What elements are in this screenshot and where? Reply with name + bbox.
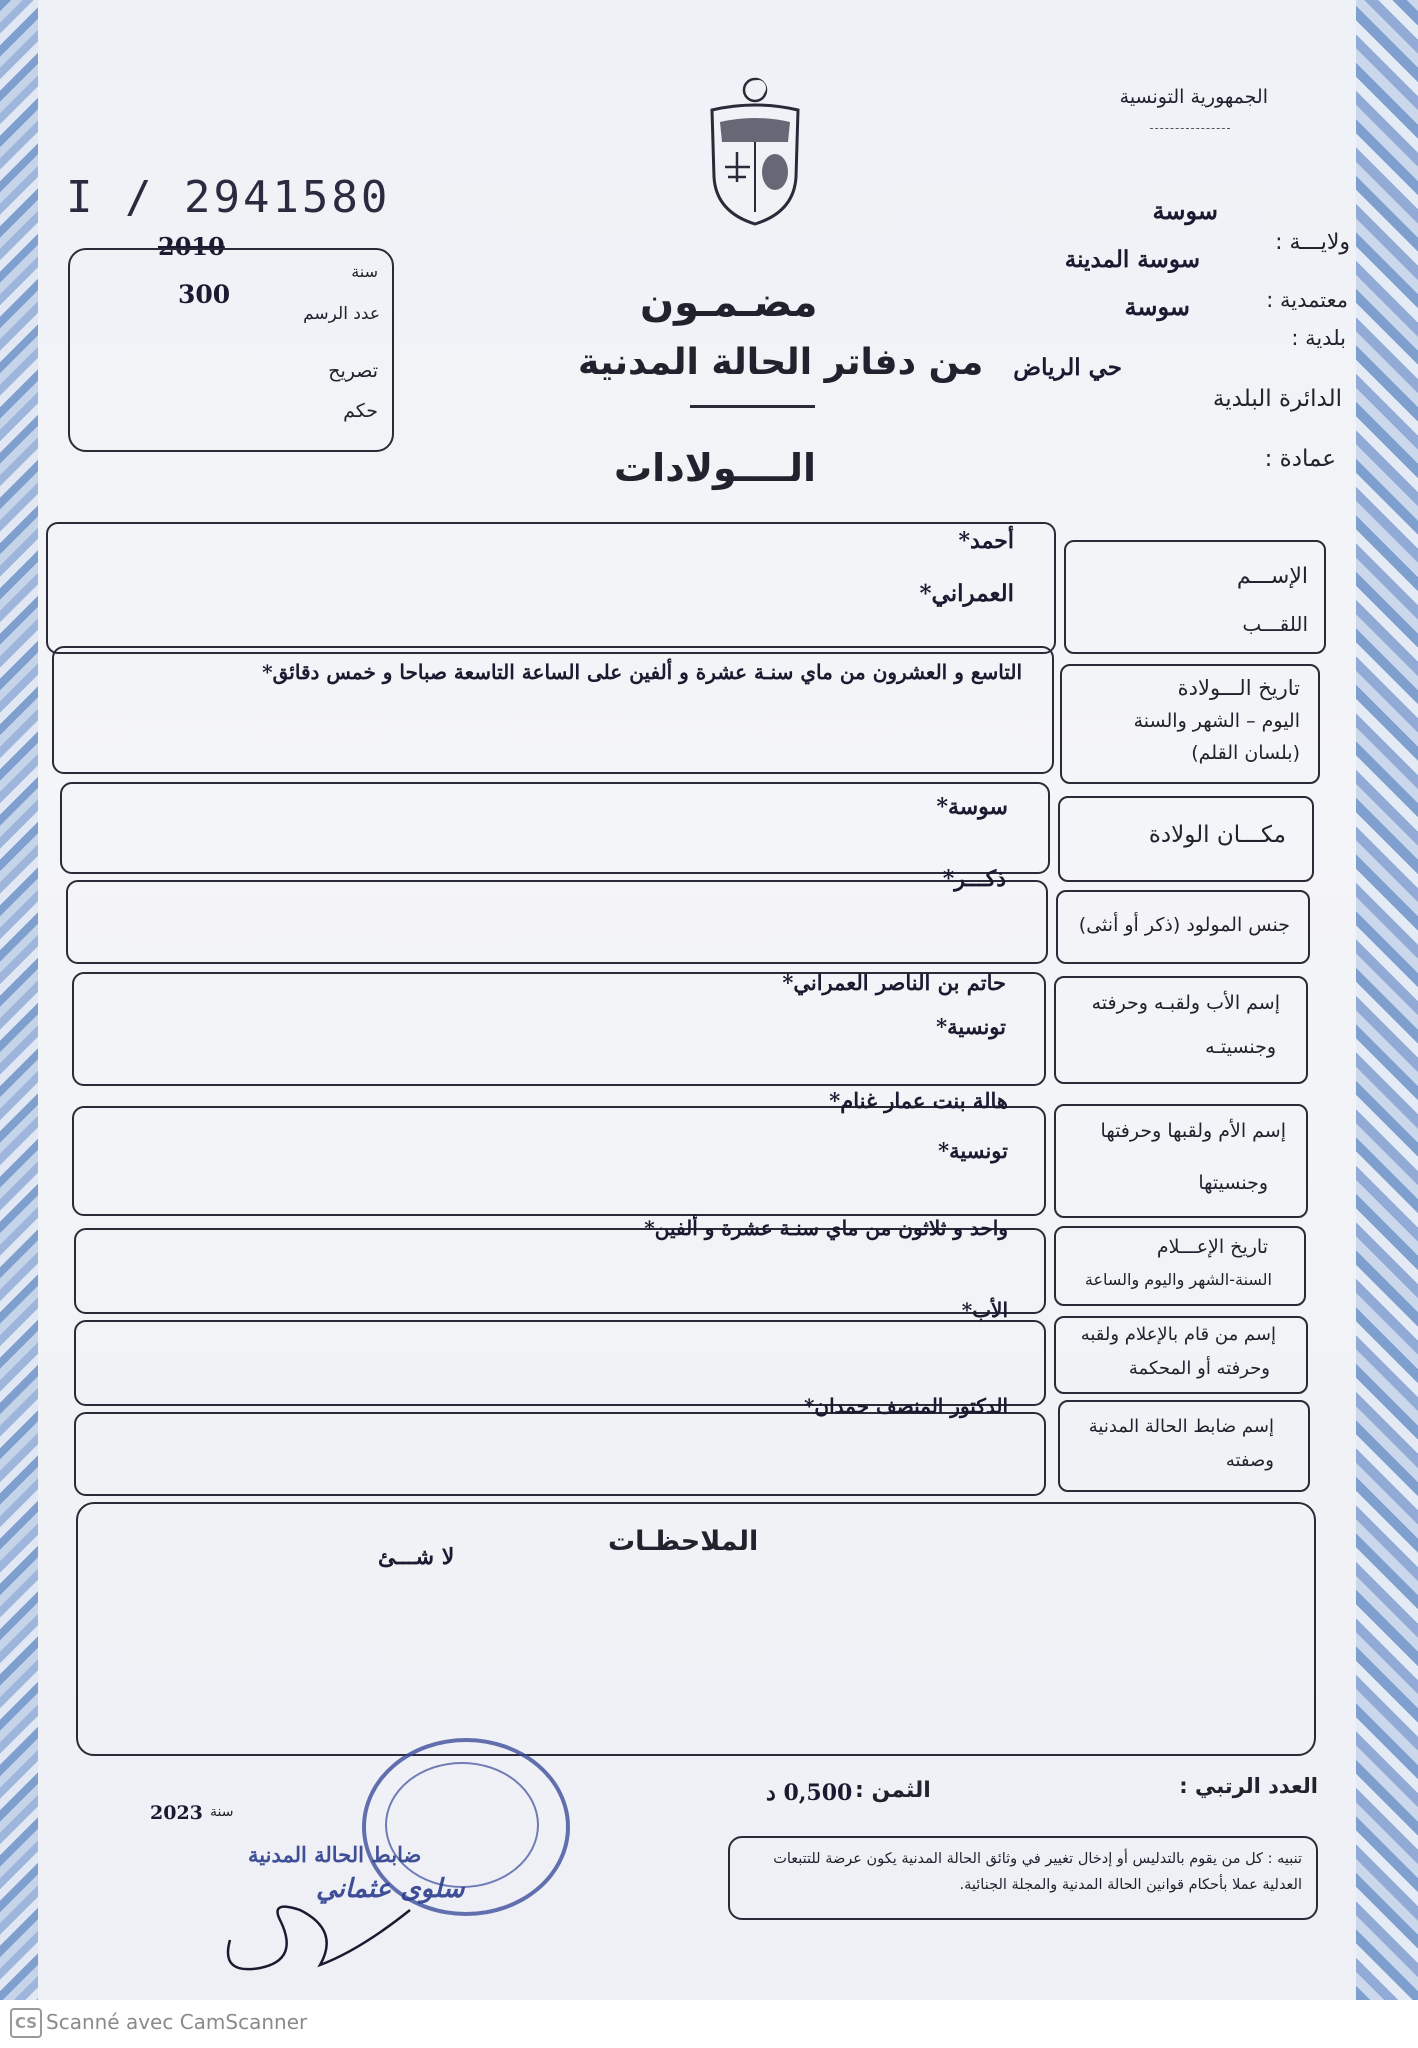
first-name-value: أحمد* <box>958 528 1014 554</box>
registry-declaration-label: تصريح <box>328 360 378 382</box>
handwritten-signature-icon <box>210 1880 430 1980</box>
mother-label-2: وجنسيتها <box>1198 1172 1268 1194</box>
legal-warning-text: تنبيه : كل من يقوم بالتدليس أو إدخال تغيير في وثائق الحالة المدنية يكون عرضة للتتبعات العدلية عملا بأحكام قوانين الحالة المدنية والمجلة الجنائية. <box>773 1851 1302 1893</box>
declarant-label-box <box>1054 1316 1308 1394</box>
declaration-date-label-box <box>1054 1226 1306 1306</box>
officer-label-box <box>1058 1400 1310 1492</box>
mootamadia-value: سوسة المدينة <box>1064 246 1200 273</box>
mother-name-value: هالة بنت عمار غنام* <box>829 1088 1008 1113</box>
father-name-value: حاتم بن الناصر العمراني* <box>782 970 1006 995</box>
declarant-value: الأب* <box>961 1298 1008 1322</box>
serial-number-label: العدد الرتبي : <box>1179 1774 1318 1798</box>
surname-value: العمراني* <box>919 580 1014 607</box>
camscanner-logo-icon: CS <box>10 2008 42 2038</box>
father-label-1: إسم الأب ولقبـه وحرفته <box>1091 992 1280 1014</box>
father-value-box <box>72 972 1046 1086</box>
legal-warning-box <box>728 1836 1318 1920</box>
declaration-date-value: واحد و ثلاثون من ماي سنـة عشرة و ألفين* <box>644 1216 1008 1240</box>
registry-year-label: سنة <box>351 262 378 281</box>
declarant-label-1: إسم من قام بالإعلام ولقبه <box>1080 1324 1276 1345</box>
mother-nationality-value: تونسية* <box>938 1138 1008 1163</box>
remarks-label: الملاحظـات <box>608 1526 759 1557</box>
declaration-date-value-box <box>74 1216 1046 1314</box>
republic-name: الجمهورية التونسية <box>1119 86 1268 108</box>
wilaya-value: سوسة <box>1152 196 1218 225</box>
security-border-left <box>0 0 38 2000</box>
price-label: الثمن : <box>855 1778 931 1803</box>
imada-label: عمادة : <box>1264 446 1336 472</box>
remarks-box <box>76 1502 1316 1756</box>
signature-name: سلوى عثماني <box>316 1874 465 1904</box>
camscanner-watermark-text: Scanné avec CamScanner <box>46 2010 308 2034</box>
birth-place-value-box <box>60 782 1050 874</box>
title-underline <box>690 405 815 408</box>
divider <box>1150 128 1230 129</box>
name-label-box <box>1064 540 1326 654</box>
officer-label-1: إسم ضابط الحالة المدنية <box>1088 1416 1274 1437</box>
sex-label: جنس المولود (ذكر أو أنثى) <box>1078 914 1290 936</box>
birth-date-label-2: اليوم – الشهر والسنة <box>1133 710 1300 732</box>
official-stamp-inner <box>385 1762 539 1888</box>
title-registers: من دفاتر الحالة المدنية <box>578 342 984 383</box>
sex-value: ذكـــر* <box>942 866 1006 892</box>
daira-value: حي الرياض <box>1013 354 1122 381</box>
serial-number: I / 2941580 <box>66 172 391 223</box>
registry-year-value: 2010 <box>158 232 225 261</box>
officer-value: الدكتور المنصف حمدان* <box>803 1394 1008 1418</box>
birth-place-label: مكـــان الولادة <box>1148 822 1286 848</box>
sex-value-box <box>66 866 1048 964</box>
first-name-label: الإســـم <box>1236 564 1308 589</box>
father-nationality-value: تونسية* <box>936 1014 1006 1039</box>
name-value-box <box>46 522 1056 654</box>
wilaya-label: ولايـــة : <box>1275 230 1350 255</box>
birth-place-label-box <box>1058 796 1314 882</box>
birth-date-value: التاسع و العشرون من ماي سنـة عشرة و ألفين على الساعة التاسعة صباحا و خمس دقائق* <box>262 660 1022 684</box>
baladia-label: بلدية : <box>1291 326 1346 350</box>
declarant-label-2: وحرفته أو المحكمة <box>1128 1358 1270 1379</box>
registry-act-label: عدد الرسم <box>303 304 380 324</box>
birth-date-label-3: (بلسان القلم) <box>1191 742 1300 764</box>
baladia-value: سوسة <box>1124 292 1190 321</box>
declaration-date-label-1: تاريخ الإعـــلام <box>1156 1236 1268 1258</box>
father-label-box <box>1054 976 1308 1084</box>
mootamadia-label: معتمدية : <box>1266 288 1348 312</box>
price-value: 0,500 د <box>766 1780 853 1806</box>
sex-label-box <box>1056 890 1310 964</box>
mother-value-box <box>72 1088 1046 1216</box>
registry-judgment-label: حكم <box>343 400 378 422</box>
daira-label: الدائرة البلدية <box>1212 386 1342 412</box>
signature-title: ضابط الحالة المدنية <box>248 1842 422 1867</box>
surname-label: اللقـــب <box>1242 612 1308 636</box>
father-label-2: وجنسيتـه <box>1205 1036 1276 1058</box>
birth-date-value-box <box>52 646 1054 774</box>
birth-date-label-box <box>1060 664 1320 784</box>
title-summary: مضـمـون <box>640 280 818 326</box>
registry-box <box>68 248 394 452</box>
birth-place-value: سوسة* <box>936 794 1008 820</box>
remarks-value: لا شـــئ <box>378 1544 455 1570</box>
footer-year-value: 2023 <box>150 1802 203 1824</box>
declaration-date-label-2: السنة-الشهر واليوم والساعة <box>1084 1270 1272 1289</box>
coat-of-arms-icon <box>700 72 810 232</box>
registry-act-number: 300 <box>178 280 231 309</box>
birth-date-label-1: تاريخ الـــولادة <box>1177 676 1300 700</box>
officer-label-2: وصفته <box>1225 1450 1274 1471</box>
officer-value-box <box>74 1394 1046 1496</box>
security-border-right <box>1356 0 1418 2000</box>
mother-label-1: إسم الأم ولقبها وحرفتها <box>1100 1120 1286 1142</box>
footer-year-label: سنة <box>210 1804 234 1820</box>
title-births: الــــولادات <box>614 446 817 490</box>
mother-label-box <box>1054 1104 1308 1218</box>
